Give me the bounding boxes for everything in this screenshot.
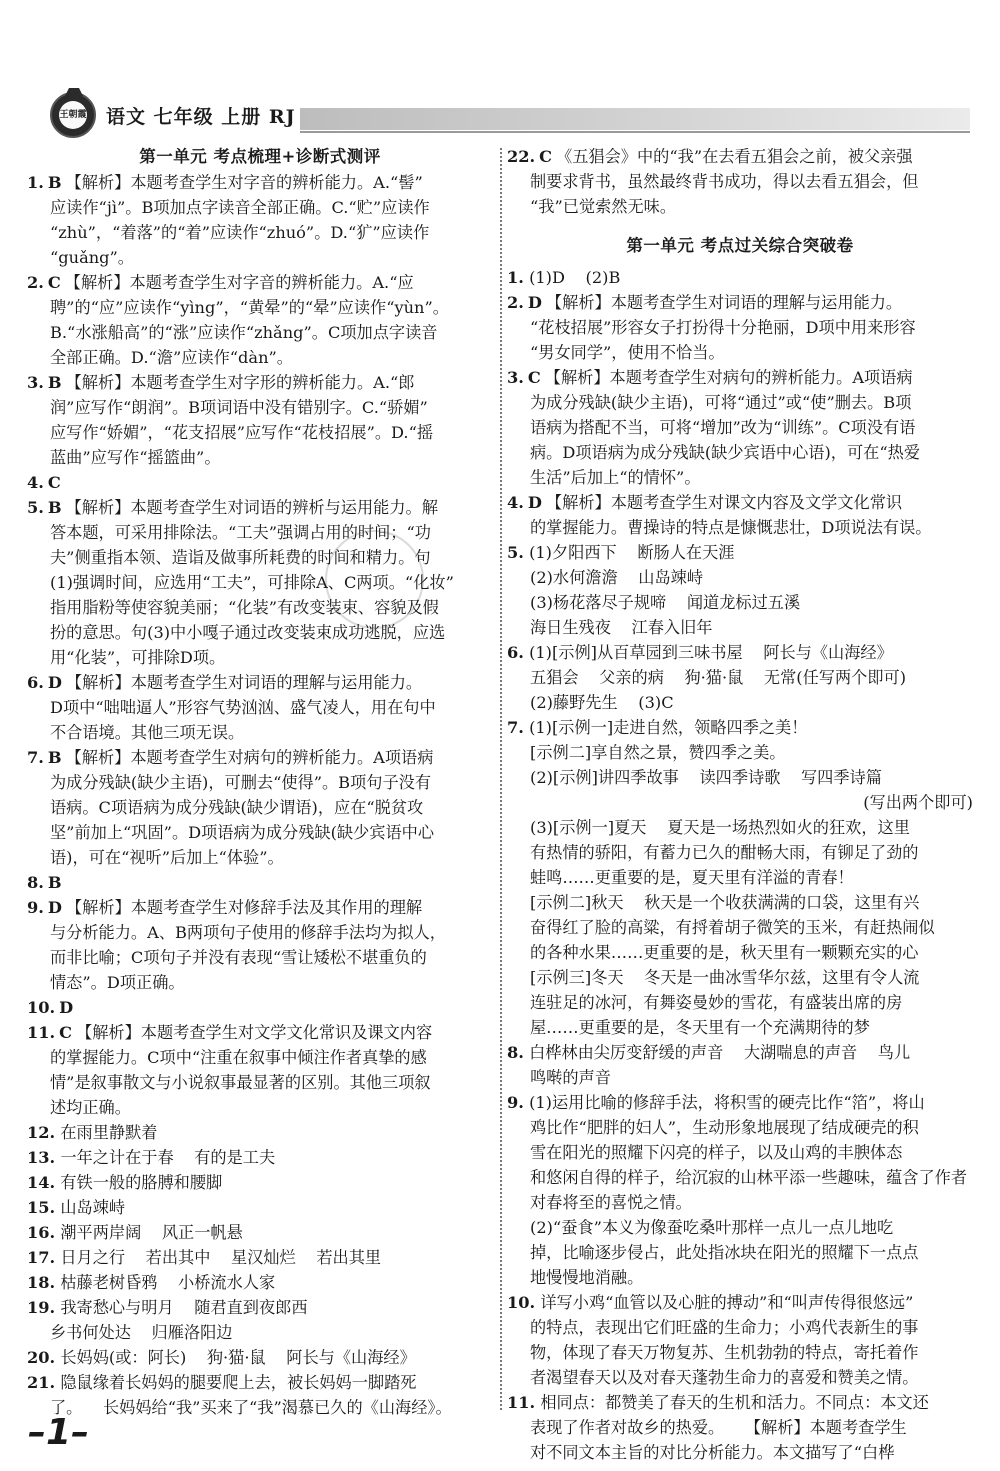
answer-number: 4.: [507, 493, 524, 512]
answer-text: (1)D (2)B: [529, 268, 621, 287]
answer-item: [507, 1040, 973, 1090]
answer-text: 情态”。D项正确。: [50, 973, 185, 992]
answer-text: 在雨里静默着: [60, 1123, 158, 1142]
answer-key: C: [527, 368, 541, 387]
answer-text: [示例三]冬天 冬天是一曲冰雪华尔兹，这里有令人流: [530, 968, 920, 987]
answer-text: (1)[示例一]走进自然，领略四季之美！: [529, 718, 808, 737]
answer-text: 用“化装”，可排除D项。: [50, 648, 226, 667]
left-answer-list: [27, 170, 493, 1420]
answer-text: “男女同学”，使用不恰当。: [530, 343, 725, 362]
answer-text: 奋得红了脸的高粱，有捋着胡子微笑的玉米，有赶热闹似: [530, 918, 935, 937]
answer-text: 表现了作者对故乡的热爱。 【解析】本题考查学生: [530, 1418, 907, 1437]
answer-text: (写出两个即可): [863, 793, 973, 812]
answer-item: [27, 1345, 493, 1370]
answer-number: 21.: [27, 1373, 56, 1392]
answer-text: 详写小鸡“血管以及心脏的搏动”和“叫声传得很悠远”: [540, 1293, 914, 1312]
answer-text: 蛙鸣……更重要的是，夏天里有洋溢的青春！: [530, 868, 854, 887]
answer-item: [27, 1145, 493, 1170]
answer-number: 17.: [27, 1248, 56, 1267]
answer-text: [示例二]秋天 秋天是一个收获满满的口袋，这里有兴: [530, 893, 920, 912]
answer-text: 全部正确。D.“澹”应读作“dàn”。: [50, 348, 293, 367]
answer-number: 2.: [507, 293, 524, 312]
answer-text: 了。 长妈妈给“我”买来了“我”渴慕已久的《山海经》。: [50, 1398, 452, 1417]
answer-key: D: [527, 493, 542, 512]
answer-key: B: [47, 373, 62, 392]
answer-number: 18.: [27, 1273, 56, 1292]
answer-text: 乡书何处达 归雁洛阳边: [50, 1323, 233, 1342]
answer-text: 【解析】本题考查学生对字形的辨析能力。A.“郎: [65, 373, 415, 392]
answer-text: 【解析】本题考查学生对字音的辨析能力。A.“髻”: [65, 173, 423, 192]
answer-number: 11.: [507, 1393, 536, 1412]
answer-number: 10.: [27, 998, 56, 1017]
book-title: 语文 七年级 上册 RJ: [106, 106, 296, 128]
answer-text: 不合语境。其他三项无误。: [50, 723, 245, 742]
answer-text: 屋……更重要的是，冬天里有一个充满期待的梦: [530, 1018, 870, 1037]
answer-number: 5.: [507, 543, 524, 562]
answer-number: 20.: [27, 1348, 56, 1367]
answer-item: [27, 1170, 493, 1195]
answer-number: 11.: [27, 1023, 56, 1042]
answer-text: 为成分残缺(缺少主语)，可将“通过”或“使”删去。B项: [530, 393, 912, 412]
answer-item: [507, 790, 973, 815]
answer-key: C: [47, 473, 61, 492]
answer-text: 《五猖会》中的“我”在去看五猖会之前，被父亲强: [556, 147, 913, 166]
answer-item: [507, 1290, 973, 1390]
answer-text: 而非比喻；C项句子并没有表现“雪让矮松不堪重负的: [50, 948, 427, 967]
answer-item: [507, 1390, 973, 1465]
answer-text: 鸣啭的声音: [530, 1068, 611, 1087]
answer-number: 7.: [507, 718, 524, 737]
answer-text: 【解析】本题考查学生对课文内容及文学文化常识: [545, 493, 903, 512]
answer-number: 14.: [27, 1173, 56, 1192]
answer-key: D: [59, 998, 74, 1017]
answer-text: (2)[示例]讲四季故事 读四季诗歌 写四季诗篇: [530, 768, 882, 787]
answer-number: 3.: [507, 368, 524, 387]
answer-text: 有热情的骄阳，有蓄力已久的酣畅大雨，有铆足了劲的: [530, 843, 919, 862]
answer-number: 6.: [27, 673, 44, 692]
answer-number: 7.: [27, 748, 44, 767]
answer-number: 12.: [27, 1123, 56, 1142]
answer-number: 4.: [27, 473, 44, 492]
answer-text: B.“水涨船高”的“涨”应读作“zhǎng”。C项加点字读音: [50, 323, 438, 342]
right-column: [507, 144, 973, 1465]
answer-item: [507, 815, 973, 1040]
answer-text: 白桦林由尖厉变舒缓的声音 大湖喘息的声音 鸟儿: [529, 1043, 911, 1062]
answer-item: [27, 1270, 493, 1295]
answer-text: 聘”的“应”应读作“yìng”，“黄晕”的“晕”应读作“yùn”。: [50, 298, 449, 317]
answer-key: C: [539, 147, 553, 166]
answer-number: 8.: [507, 1043, 524, 1062]
answer-item: [507, 290, 973, 365]
answer-number: 8.: [27, 873, 44, 892]
answer-item: [507, 365, 973, 490]
answer-number: 22.: [507, 147, 536, 166]
answer-item: [27, 470, 493, 495]
answer-text: 长妈妈(或：阿长) 狗·猫·鼠 阿长与《山海经》: [60, 1348, 416, 1367]
answer-key: B: [47, 498, 62, 517]
answer-text: 雪在阳光的照耀下闪亮的样子，以及山鸡的丰腴体态: [530, 1143, 903, 1162]
answer-text: (1)夕阳西下 断肠人在天涯: [529, 543, 735, 562]
answer-item: [27, 1295, 493, 1345]
section-gap: [507, 219, 973, 233]
answer-key: B: [47, 173, 62, 192]
answer-text: 语病。C项语病为成分残缺(缺少谓语)，应在“脱贫攻: [50, 798, 424, 817]
answer-text: 病。D项语病为成分残缺(缺少宾语中心语)，可在“热爱: [530, 443, 921, 462]
answer-text: 蓝曲”应写作“摇篮曲”。: [50, 448, 221, 467]
answer-text: 与分析能力。A、B两项句子使用的修辞手法均为拟人，: [50, 923, 446, 942]
publisher-logo: [50, 92, 96, 138]
answer-text: 掉，比喻逐步侵占，此处指冰块在阳光的照耀下一点点: [530, 1243, 919, 1262]
answer-text: 【解析】本题考查学生对病句的辨析能力。A项语病: [544, 368, 913, 387]
answer-text: 有铁一般的胳膊和腰脚: [60, 1173, 223, 1192]
section-title-diagnostic: 第一单元 考点梳理+诊断式测评: [139, 147, 381, 166]
answer-text: 答本题，可采用排除法。“工夫”强调占用的时间；“功: [50, 523, 431, 542]
answer-item: [27, 1020, 493, 1120]
answer-text: “zhù”，“着落”的“着”应读作“zhuó”。D.“犷”应读作: [50, 223, 430, 242]
answer-item: [27, 1220, 493, 1245]
answer-number: 2.: [27, 273, 44, 292]
answer-number: 13.: [27, 1148, 56, 1167]
section-title-comprehensive: 第一单元 考点过关综合突破卷: [626, 236, 854, 255]
answer-text: (2)水何澹澹 山岛竦峙: [530, 568, 704, 587]
answer-item: [507, 144, 973, 219]
answer-item: [507, 640, 973, 715]
answer-number: 15.: [27, 1198, 56, 1217]
answer-text: 对春将至的喜悦之情。: [530, 1193, 692, 1212]
answer-text: (1)[示例]从百草园到三味书屋 阿长与《山海经》: [529, 643, 893, 662]
answer-item: [27, 670, 493, 745]
answer-text: 枯藤老树昏鸦 小桥流水人家: [60, 1273, 276, 1292]
answer-text: 的特点，表现出它们旺盛的生命力；小鸡代表新生的事: [530, 1318, 919, 1337]
answer-text: 对不同文本主旨的对比分析能力。本文描写了“白桦: [530, 1443, 895, 1462]
answer-text: 夫”侧重指本领、造诣及做事所耗费的时间和精力。句: [50, 548, 431, 567]
answer-item: [27, 270, 493, 370]
answer-text: 【解析】本题考查学生对词语的理解与运用能力。: [545, 293, 903, 312]
answer-item: [507, 490, 973, 540]
answer-text: 生活”后加上“的情怀”。: [530, 468, 701, 487]
answer-text: 山岛竦峙: [60, 1198, 126, 1217]
answer-text: 【解析】本题考查学生对文学文化常识及课文内容: [76, 1023, 433, 1042]
answer-text: 的各种水果……更重要的是，秋天里有一颗颗充实的心: [530, 943, 919, 962]
left-column: [27, 144, 493, 1420]
answer-text: (2)“蚕食”本义为像蚕吃桑叶那样一点儿一点儿地吃: [530, 1218, 894, 1237]
answer-text: (3)[示例一]夏天 夏天是一场热烈如火的狂欢，这里: [530, 818, 910, 837]
answer-text: 我寄愁心与明月 随君直到夜郎西: [60, 1298, 308, 1317]
answer-text: 日月之行 若出其中 星汉灿烂 若出其里: [60, 1248, 382, 1267]
answer-item: [27, 1370, 493, 1420]
right-answer-list: [507, 265, 973, 1465]
answer-text: 的掌握能力。曹操诗的特点是慷慨悲壮，D项说法有误。: [530, 518, 932, 537]
answer-text: “花枝招展”形容女子打扮得十分艳丽，D项中用来形容: [530, 318, 916, 337]
answer-item: [507, 265, 973, 290]
answer-number: 16.: [27, 1223, 56, 1242]
answer-text: 【解析】本题考查学生对词语的辨析与运用能力。解: [65, 498, 438, 517]
answer-text: 的掌握能力。C项中“注重在叙事中倾注作者真挚的感: [50, 1048, 427, 1067]
answer-text: 制要求背书，虽然最终背书成功，得以去看五猖会，但: [530, 172, 919, 191]
page-number: –1–: [28, 1412, 90, 1453]
answer-number: 10.: [507, 1293, 536, 1312]
answer-text: 为成分残缺(缺少主语)，可删去“使得”。B项句子没有: [50, 773, 432, 792]
header-band: [300, 108, 970, 130]
answer-key: B: [47, 748, 62, 767]
column-divider: [500, 148, 502, 1410]
answer-key: C: [47, 273, 61, 292]
answer-key: D: [47, 673, 62, 692]
answer-text: 【解析】本题考查学生对修辞手法及其作用的理解: [65, 898, 423, 917]
answer-text: 一年之计在于春 有的是工夫: [60, 1148, 276, 1167]
page-number-value: 1: [46, 1412, 72, 1453]
answer-item: [27, 1245, 493, 1270]
answer-item: [27, 745, 493, 870]
answer-text: (1)强调时间，应选用“工夫”，可排除A、C两项。“化妆”: [50, 573, 454, 592]
answer-text: 【解析】本题考查学生对字音的辨析能力。A.“应: [64, 273, 414, 292]
answer-text: “我”已觉索然无味。: [530, 197, 677, 216]
answer-text: “guǎng”。: [50, 248, 134, 267]
answer-text: 情”是叙事散文与小说叙事最显著的区别。其他三项叙: [50, 1073, 431, 1092]
answer-text: 润”应写作“朗润”。B项词语中没有错别字。C.“骄媚”: [50, 398, 428, 417]
answer-text: 相同点：都赞美了春天的生机和活力。不同点：本文还: [540, 1393, 929, 1412]
logo-text: 王朝霞: [59, 101, 87, 129]
answer-item: [27, 995, 493, 1020]
answer-text: (1)运用比喻的修辞手法，将积雪的硬壳比作“箔”，将山: [529, 1093, 925, 1112]
answer-number: 19.: [27, 1298, 56, 1317]
answer-text: 鸡比作“肥胖的妇人”，生动形象地展现了结成硬壳的积: [530, 1118, 919, 1137]
answer-text: [示例二]享自然之景，赞四季之美。: [530, 743, 786, 762]
answer-text: 应写作“娇媚”，“花支招展”应写作“花枝招展”。D.“摇: [50, 423, 434, 442]
answer-item: [507, 540, 973, 640]
answer-number: 1.: [507, 268, 524, 287]
answer-item: [27, 1195, 493, 1220]
answer-text: 应读作“jì”。B项加点字读音全部正确。C.“贮”应读作: [50, 198, 430, 217]
answer-text: 语)，可在“视听”后加上“体验”。: [50, 848, 284, 867]
answer-text: 连驻足的冰河，有舞姿曼妙的雪花，有盛装出席的房: [530, 993, 903, 1012]
answer-text: 【解析】本题考查学生对词语的理解与运用能力。: [65, 673, 423, 692]
answer-text: 【解析】本题考查学生对病句的辨析能力。A项语病: [65, 748, 434, 767]
answer-key: D: [527, 293, 542, 312]
answer-number: 6.: [507, 643, 524, 662]
answer-item: [27, 895, 493, 995]
answer-number: 9.: [27, 898, 44, 917]
answer-text: 述均正确。: [50, 1098, 131, 1117]
page-header: [50, 92, 970, 138]
answer-number: 3.: [27, 373, 44, 392]
answer-text: 和悠闲自得的样子，给沉寂的山林平添一些趣味，蕴含了作者: [530, 1168, 968, 1187]
answer-text: 语病为搭配不当，可将“增加”改为“训练”。C项没有语: [530, 418, 916, 437]
answer-number: 9.: [507, 1093, 524, 1112]
right-answer-22: [507, 144, 973, 219]
answer-text: 五猖会 父亲的病 狗·猫·鼠 无常(任写两个即可): [530, 668, 907, 687]
answer-text: D项中“咄咄逼人”形容气势汹汹、盛气凌人，用在句中: [50, 698, 436, 717]
answer-text: 坚”前加上“巩固”。D项语病为成分残缺(缺少宾语中心: [50, 823, 435, 842]
answer-item: [27, 370, 493, 470]
answer-text: 扮的意思。句(3)中小嘎子通过改变装束成功逃脱，应选: [50, 623, 446, 642]
answer-text: 隐鼠缘着长妈妈的腿要爬上去，被长妈妈一脚踏死: [60, 1373, 417, 1392]
answer-text: 海日生残夜 江春入旧年: [530, 618, 713, 637]
answer-text: 者渴望春天以及对春天蓬勃生命力的喜爱和赞美之情。: [530, 1368, 919, 1387]
answer-item: [27, 495, 493, 670]
answer-text: 地慢慢地消融。: [530, 1268, 644, 1287]
answer-item: [507, 1090, 973, 1290]
answer-key: C: [59, 1023, 73, 1042]
crown-icon: [65, 88, 83, 96]
answer-text: 指用脂粉等使容貌美丽；“化装”有改变装束、容貌及假: [50, 598, 439, 617]
answer-text: 潮平两岸阔 风正一帆悬: [60, 1223, 243, 1242]
answer-key: D: [47, 898, 62, 917]
answer-number: 1.: [27, 173, 44, 192]
answer-item: [27, 870, 493, 895]
answer-number: 5.: [27, 498, 44, 517]
answer-item: [27, 170, 493, 270]
answer-key: B: [47, 873, 62, 892]
answer-item: [27, 1120, 493, 1145]
answer-text: 物，体现了春天万物复苏、生机勃勃的特点，寄托着作: [530, 1343, 919, 1362]
answer-text: (3)杨花落尽子规啼 闻道龙标过五溪: [530, 593, 801, 612]
answer-item: [507, 715, 973, 790]
answer-text: (2)藤野先生 (3)C: [530, 693, 674, 712]
